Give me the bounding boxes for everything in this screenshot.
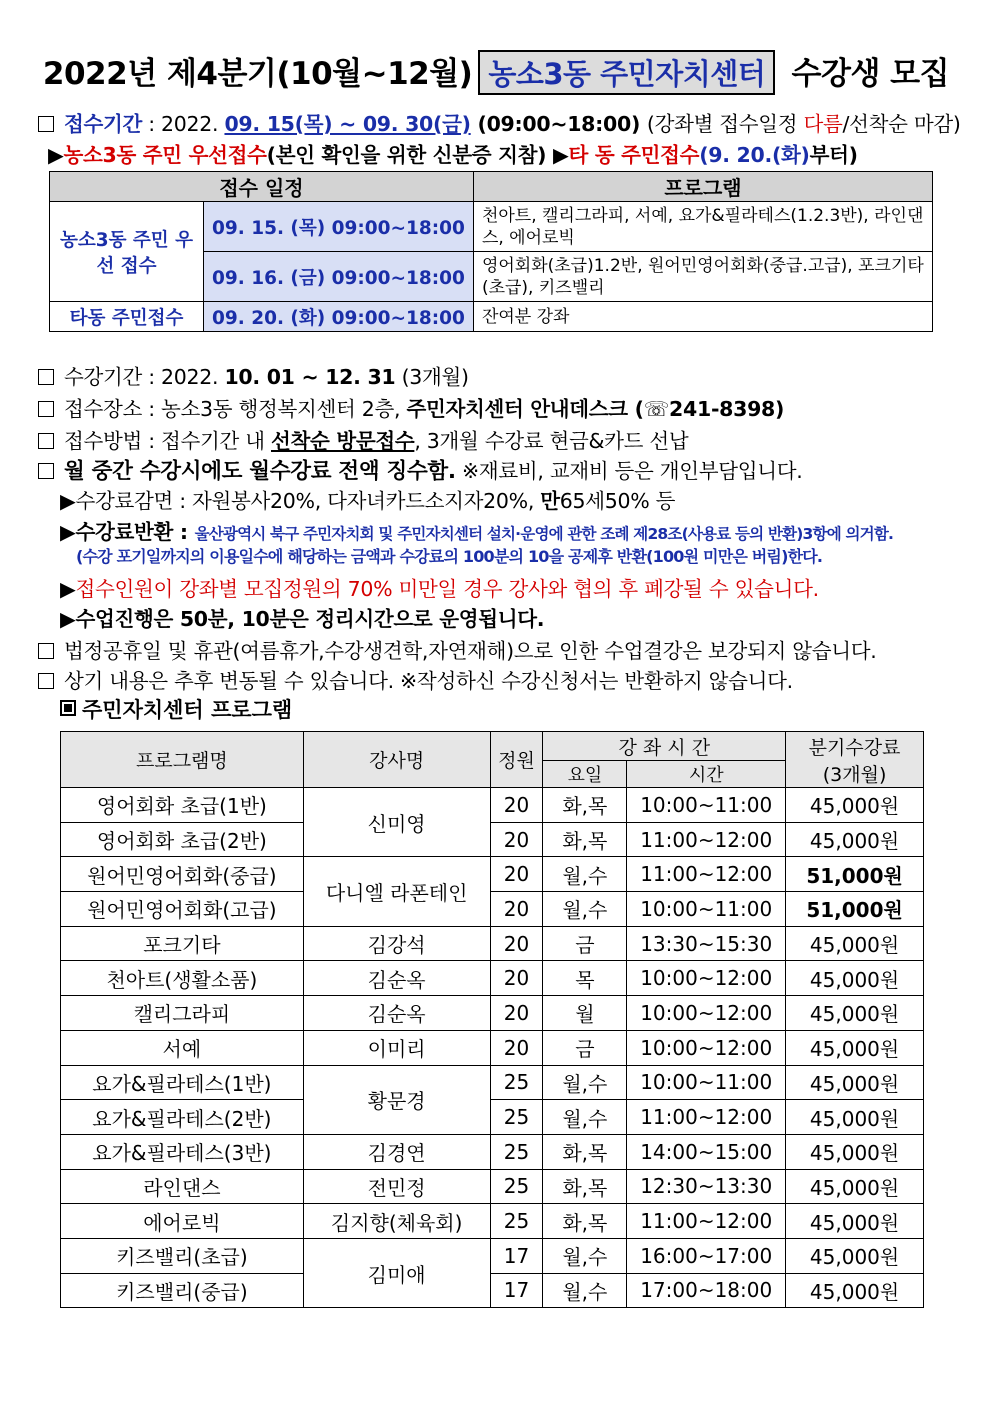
program-table [60, 731, 924, 1308]
program-name: 요가&필라테스(3반) [61, 1134, 304, 1169]
table-row [61, 822, 924, 857]
program-name: 천아트(생활소품) [61, 961, 304, 996]
checkbox-square-icon [38, 463, 54, 479]
class-time: 10:00~12:00 [627, 996, 786, 1031]
teacher-name: 김순옥 [303, 961, 490, 996]
fee: 45,000원 [786, 1273, 924, 1308]
table-row [61, 926, 924, 961]
program-name: 원어민영어회화(고급) [61, 892, 304, 927]
period-note-b: /선착순 마감) [842, 112, 961, 136]
reception-place [38, 392, 784, 422]
holiday-notice [38, 634, 876, 664]
table-row [61, 857, 924, 892]
teacher-name: 이미리 [303, 1030, 490, 1065]
schedule-programs: 잔여분 강좌 [473, 302, 932, 332]
col-header-fee [786, 732, 924, 788]
fee: 45,000원 [786, 1065, 924, 1100]
schedule-group2-label: 타동 주민접수 [50, 302, 204, 332]
title-center-box: 농소3동 주민자치센터 [478, 50, 775, 95]
col-header-time-group: 강 좌 시 간 [543, 732, 786, 761]
fee: 45,000원 [786, 961, 924, 996]
class-time: 11:00~12:00 [627, 1204, 786, 1239]
schedule-programs: 영어회화(초급)1.2반, 원어민영어회화(중급.고급), 포크기타(초급), 키즈밸리 [473, 252, 932, 302]
table-row [61, 1169, 924, 1204]
fee: 45,000원 [786, 996, 924, 1031]
class-time: 14:00~15:00 [627, 1134, 786, 1169]
schedule-group1-label: 농소3동 주민 우선 접수 [50, 202, 204, 302]
arrow-right-icon: ▶ [546, 143, 569, 167]
capacity: 20 [490, 822, 543, 857]
col-header-name: 프로그램명 [61, 732, 304, 788]
teacher-name: 전민정 [303, 1169, 490, 1204]
capacity: 25 [490, 1134, 543, 1169]
period-colon: : 2022. [142, 112, 225, 136]
schedule-date: 09. 20. (화) 09:00~18:00 [204, 302, 474, 332]
fee-header-a: 분기수강료 [808, 736, 901, 759]
course-period-a: 수강기간 : 2022. [64, 365, 225, 389]
priority-other: 타 동 주민접수 [568, 143, 700, 167]
capacity: 20 [490, 961, 543, 996]
course-period [38, 360, 469, 390]
table-row [61, 1100, 924, 1135]
period-note-red: 다름 [803, 112, 843, 136]
mid-month-note-text: ※재료비, 교재비 등은 개인부담입니다. [455, 459, 803, 483]
fee: 45,000원 [786, 1169, 924, 1204]
capacity: 25 [490, 1204, 543, 1239]
mid-month-note [38, 454, 803, 485]
schedule-header-left: 접수 일정 [50, 172, 474, 202]
program-name: 영어회화 초급(2반) [61, 822, 304, 857]
discount-a: ▶수강료감면 : 자원봉사20%, 다자녀카드소지자20%, [60, 489, 541, 513]
period-note-a: (강좌별 접수일정 [646, 112, 804, 136]
fee: 45,000원 [786, 1238, 924, 1273]
course-period-b: 10. 01 ~ 12. 31 [224, 365, 396, 389]
reception-period [38, 107, 961, 137]
fee-discount [60, 484, 675, 514]
class-day: 화,목 [543, 1204, 627, 1239]
cancel-text: 접수인원이 강좌별 모집정원의 70% 미만일 경우 강사와 협의 후 폐강될 수 있습니다. [75, 577, 819, 601]
fee: 45,000원 [786, 788, 924, 823]
period-dates: 09. 15(목) ~ 09. 30(금) [224, 112, 471, 136]
capacity: 20 [490, 857, 543, 892]
program-name: 요가&필라테스(1반) [61, 1065, 304, 1100]
refund-a: ▶수강료반환 : [60, 520, 195, 544]
checkbox-square-icon [38, 433, 54, 449]
place-b: 주민자치센터 안내데스크 (☏241-8398) [406, 397, 785, 421]
schedule-table [49, 171, 933, 332]
course-period-c: (3개월) [395, 365, 469, 389]
table-row [61, 961, 924, 996]
priority-local: 농소3동 주민 우선접수 [63, 143, 267, 167]
fee: 45,000원 [786, 926, 924, 961]
program-name: 키즈밸리(초급) [61, 1238, 304, 1273]
discount-c: 65세50% 등 [559, 489, 676, 513]
schedule-date: 09. 15. (목) 09:00~18:00 [204, 202, 474, 252]
change-notice [38, 664, 793, 694]
place-a: 접수장소 : 농소3동 행정복지센터 2층, [64, 397, 407, 421]
fee: 45,000원 [786, 1030, 924, 1065]
class-day: 월,수 [543, 1100, 627, 1135]
program-name: 원어민영어회화(중급) [61, 857, 304, 892]
teacher-name: 김순옥 [303, 996, 490, 1031]
teacher-name: 김강석 [303, 926, 490, 961]
fee: 45,000원 [786, 1100, 924, 1135]
table-row [61, 892, 924, 927]
capacity: 20 [490, 996, 543, 1031]
table-row [61, 1134, 924, 1169]
checkbox-square-icon [38, 643, 54, 659]
program-name: 포크기타 [61, 926, 304, 961]
program-heading-text: 주민자치센터 프로그램 [82, 698, 293, 722]
schedule-programs: 천아트, 캘리그라피, 서예, 요가&필라테스(1.2.3반), 라인댄스, 에어로빅 [473, 202, 932, 252]
teacher-name: 황문경 [303, 1065, 490, 1134]
schedule-header-right: 프로그램 [473, 172, 932, 202]
capacity: 17 [490, 1238, 543, 1273]
class-time: 13:30~15:30 [627, 926, 786, 961]
arrow-right-icon: ▶ [48, 143, 64, 167]
class-day: 목 [543, 961, 627, 996]
method-b: 선착순 방문접수 [271, 429, 415, 453]
fee: 45,000원 [786, 822, 924, 857]
arrow-right-icon: ▶ [60, 577, 76, 601]
class-time: 10:00~12:00 [627, 1030, 786, 1065]
capacity: 25 [490, 1065, 543, 1100]
class-day: 월,수 [543, 892, 627, 927]
title-suffix: 수강생 모집 [791, 56, 950, 92]
program-name: 라인댄스 [61, 1169, 304, 1204]
col-header-day: 요일 [543, 761, 627, 788]
cancel-notice [60, 572, 819, 602]
class-day: 금 [543, 1030, 627, 1065]
holiday-text: 법정공휴일 및 휴관(여름휴가,수강생견학,자연재해)으로 인한 수업결강은 보강되지 않습니다. [64, 639, 877, 663]
priority-other-suffix: 부터) [809, 143, 858, 167]
fee: 51,000원 [786, 892, 924, 927]
capacity: 25 [490, 1169, 543, 1204]
capacity: 20 [490, 1030, 543, 1065]
class-time: 11:00~12:00 [627, 857, 786, 892]
class-day: 월 [543, 996, 627, 1031]
table-row [61, 788, 924, 823]
capacity: 25 [490, 1100, 543, 1135]
class-day: 화,목 [543, 1169, 627, 1204]
teacher-name: 신미영 [303, 788, 490, 857]
class-time: 10:00~12:00 [627, 961, 786, 996]
priority-line [48, 138, 858, 168]
priority-other-date: (9. 20.(화) [699, 143, 810, 167]
table-row [61, 1030, 924, 1065]
program-name: 에어로빅 [61, 1204, 304, 1239]
reception-method [38, 424, 688, 454]
teacher-name: 김지향(체육회) [303, 1204, 490, 1239]
class-day: 화,목 [543, 788, 627, 823]
class-time: 11:00~12:00 [627, 822, 786, 857]
capacity: 20 [490, 926, 543, 961]
teacher-name: 김경연 [303, 1134, 490, 1169]
class-day: 월,수 [543, 1273, 627, 1308]
discount-b: 만 [540, 489, 560, 513]
schedule-date: 09. 16. (금) 09:00~18:00 [204, 252, 474, 302]
program-name: 서예 [61, 1030, 304, 1065]
fee: 51,000원 [786, 857, 924, 892]
priority-local-note: (본인 확인을 위한 신분증 지참) [266, 143, 547, 167]
table-row [61, 1204, 924, 1239]
class-time: 11:00~12:00 [627, 1100, 786, 1135]
change-text: 상기 내용은 추후 변동될 수 있습니다. ※작성하신 수강신청서는 반환하지 않습니다. [64, 669, 793, 693]
col-header-teacher: 강사명 [303, 732, 490, 788]
class-time: 16:00~17:00 [627, 1238, 786, 1273]
program-name: 캘리그라피 [61, 996, 304, 1031]
class-day: 화,목 [543, 822, 627, 857]
class-day: 화,목 [543, 1134, 627, 1169]
program-name: 영어회화 초급(1반) [61, 788, 304, 823]
class-time: 10:00~11:00 [627, 788, 786, 823]
method-a: 접수방법 : 접수기간 내 [64, 429, 271, 453]
class-duration: ▶수업진행은 50분, 10분은 정리시간으로 운영됩니다. [60, 607, 545, 631]
table-row [61, 1065, 924, 1100]
mid-month-bold: 월 중간 수강시에도 월수강료 전액 징수함. [64, 459, 456, 484]
class-time: 10:00~11:00 [627, 892, 786, 927]
fee: 45,000원 [786, 1134, 924, 1169]
page-title [0, 48, 992, 95]
class-day: 월,수 [543, 1238, 627, 1273]
program-heading [60, 694, 292, 724]
filled-square-icon [60, 700, 76, 716]
checkbox-square-icon [38, 401, 54, 417]
title-prefix: 2022년 제4분기(10월~12월) [42, 56, 473, 92]
checkbox-square-icon [38, 673, 54, 689]
capacity: 17 [490, 1273, 543, 1308]
checkbox-square-icon [38, 116, 54, 132]
program-name: 키즈밸리(중급) [61, 1273, 304, 1308]
period-hours: (09:00~18:00) [470, 112, 647, 136]
class-time: 10:00~11:00 [627, 1065, 786, 1100]
capacity: 20 [490, 892, 543, 927]
fee: 45,000원 [786, 1204, 924, 1239]
table-row [61, 1238, 924, 1273]
checkbox-square-icon [38, 369, 54, 385]
fee-header-b: (3개월) [822, 763, 887, 786]
col-header-capacity: 정원 [490, 732, 543, 788]
program-name: 요가&필라테스(2반) [61, 1100, 304, 1135]
teacher-name: 다니엘 라폰테인 [303, 857, 490, 926]
class-time: 17:00~18:00 [627, 1273, 786, 1308]
class-day: 금 [543, 926, 627, 961]
teacher-name: 김미애 [303, 1238, 490, 1307]
class-day: 월,수 [543, 857, 627, 892]
class-day: 월,수 [543, 1065, 627, 1100]
class-time: 12:30~13:30 [627, 1169, 786, 1204]
fee-refund [60, 515, 893, 545]
capacity: 20 [490, 788, 543, 823]
method-c: , 3개월 수강료 현금&카드 선납 [414, 429, 689, 453]
table-row [61, 1273, 924, 1308]
period-label: 접수기간 [64, 112, 143, 136]
refund-b: 울산광역시 북구 주민자치회 및 주민자치센터 설치·운영에 관한 조례 제28조(사용료 등의 반환)3항에 의거함. [194, 525, 894, 543]
fee-refund-detail: (수강 포기일까지의 이용일수에 해당하는 금액과 수강료의 100분의 10을 공제후 반환(100원 미만은 버림)한다. [76, 547, 823, 566]
col-header-time: 시간 [627, 761, 786, 788]
table-row [61, 996, 924, 1031]
